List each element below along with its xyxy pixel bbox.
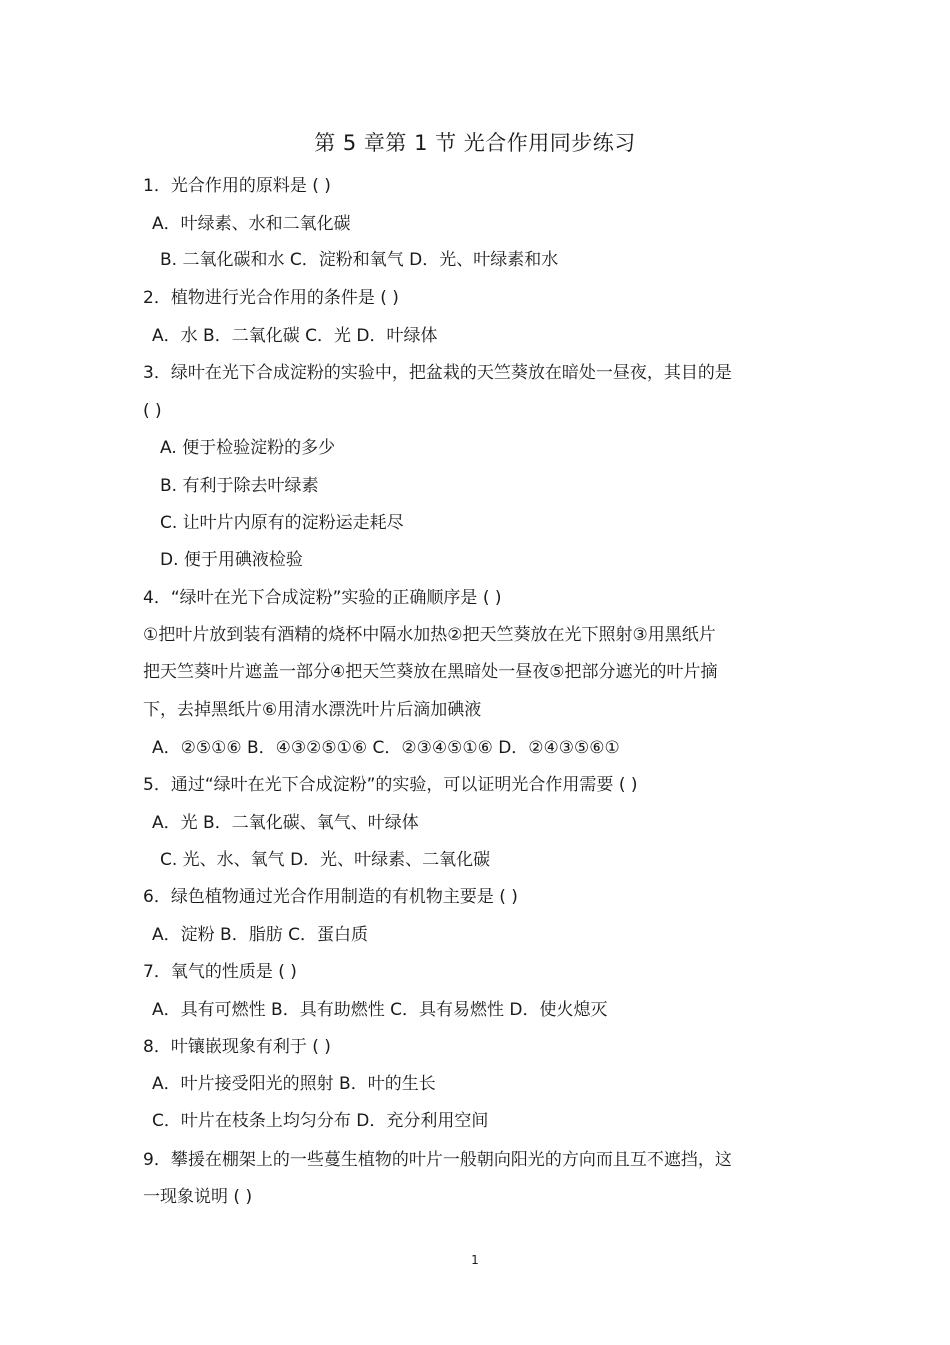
question-3: 3．绿叶在光下合成淀粉的实验中，把盆栽的天竺葵放在暗处一昼夜，其目的是 — [143, 363, 732, 383]
question-5: 5．通过“绿叶在光下合成淀粉”的实验，可以证明光合作用需要 ( ) — [143, 775, 638, 795]
question-8: 8．叶镶嵌现象有利于 ( ) — [143, 1037, 331, 1057]
question-3-option-c: C. 让叶片内原有的淀粉运走耗尽 — [160, 513, 404, 533]
question-4: 4．“绿叶在光下合成淀粉”实验的正确顺序是 ( ) — [143, 588, 502, 608]
question-3-option-d: D. 便于用碘液检验 — [160, 550, 303, 570]
question-4-steps-line-3: 下，去掉黑纸片⑥用清水漂洗叶片后滴加碘液 — [143, 700, 482, 720]
question-1-option-a: A．叶绿素、水和二氧化碳 — [152, 214, 351, 234]
page-number: 1 — [471, 1253, 479, 1267]
question-4-steps-line-1: ①把叶片放到装有酒精的烧杯中隔水加热②把天竺葵放在光下照射③用黑纸片 — [143, 625, 716, 645]
question-2-options: A．水 B．二氧化碳 C．光 D．叶绿体 — [152, 326, 438, 346]
question-9: 9．攀援在棚架上的一些蔓生植物的叶片一般朝向阳光的方向而且互不遮挡，这 — [143, 1150, 732, 1170]
page-title: 第 5 章第 1 节 光合作用同步练习 — [314, 131, 636, 155]
question-4-options: A．②⑤①⑥ B．④③②⑤①⑥ C．②③④⑤①⑥ D．②④③⑤⑥① — [152, 738, 620, 758]
question-4-steps-line-2: 把天竺葵叶片遮盖一部分④把天竺葵放在黑暗处一昼夜⑤把部分遮光的叶片摘 — [143, 662, 718, 682]
question-3-option-a: A. 便于检验淀粉的多少 — [160, 438, 336, 458]
question-6-options: A．淀粉 B．脂肪 C．蛋白质 — [152, 925, 368, 945]
question-7-options: A．具有可燃性 B．具有助燃性 C．具有易燃性 D．使火熄灭 — [152, 1000, 608, 1020]
question-8-options-cd: C．叶片在枝条上均匀分布 D．充分利用空间 — [152, 1111, 489, 1131]
question-3-continuation: ( ) — [143, 401, 162, 421]
question-1: 1．光合作用的原料是 ( ) — [143, 176, 331, 196]
question-3-option-b: B. 有利于除去叶绿素 — [160, 476, 319, 496]
question-6: 6．绿色植物通过光合作用制造的有机物主要是 ( ) — [143, 887, 518, 907]
question-7: 7．氧气的性质是 ( ) — [143, 962, 297, 982]
question-2: 2．植物进行光合作用的条件是 ( ) — [143, 288, 399, 308]
question-5-options-ab: A．光 B．二氧化碳、氧气、叶绿体 — [152, 813, 419, 833]
question-5-options-cd: C. 光、水、氧气 D．光、叶绿素、二氧化碳 — [160, 850, 491, 870]
question-1-options-bcd: B. 二氧化碳和水 C．淀粉和氧气 D．光、叶绿素和水 — [160, 250, 559, 270]
question-9-continuation: 一现象说明 ( ) — [143, 1187, 253, 1207]
question-8-options-ab: A．叶片接受阳光的照射 B．叶的生长 — [152, 1074, 436, 1094]
